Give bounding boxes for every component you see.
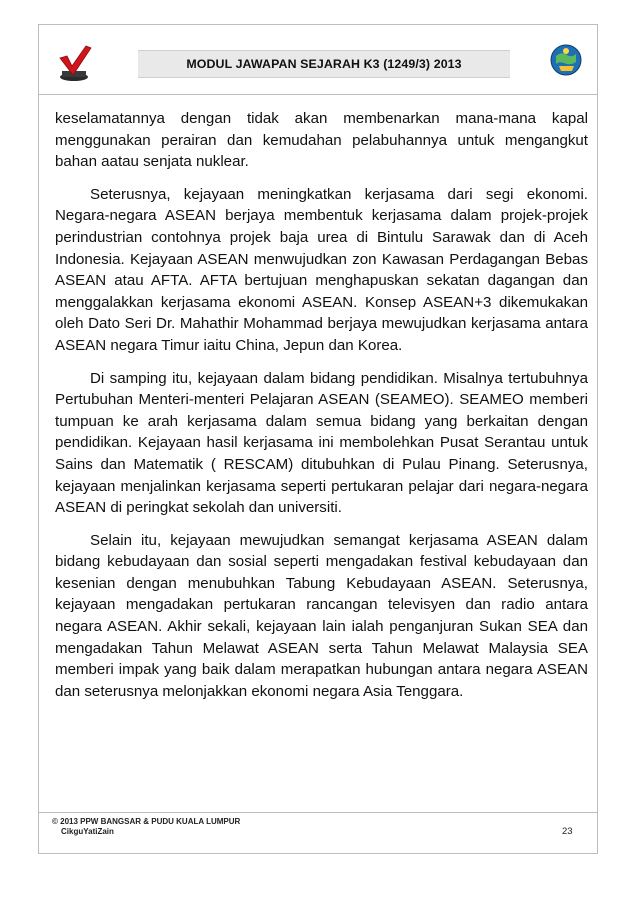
footer-divider: [38, 812, 598, 813]
header-divider: [38, 94, 598, 95]
page-title: MODUL JAWAPAN SEJARAH K3 (1249/3) 2013: [138, 50, 510, 78]
document-body: [55, 108, 588, 702]
footer-copyright: © 2013 PPW BANGSAR & PUDU KUALA LUMPUR: [52, 817, 241, 826]
footer-author: CikguYatiZain: [61, 827, 114, 836]
paragraph-culture: Selain itu, kejayaan mewujudkan semangat kerjasama ASEAN dalam bidang kebudayaan dan sosial seperti mengadakan festival kebudayaan dan kesenian dengan menubuhkan Tabung Kebudayaan ASEAN. Seterusnya, kejayaan mengadakan pertukaran rancangan televisyen dan radio antara negara ASEAN. Akhir sekali, kejayaan lain ialah penganjuran Sukan SEA dan mengadakan Tahun Melawat ASEAN serta Tahun Melawat Malaysia SEA memberi impak yang baik dalam merapatkan hubungan antara negara ASEAN dan seterusnya melonjakkan ekonomi negara Asia Tenggara.: [55, 531, 588, 700]
paragraph-continuation: keselamatannya dengan tidak akan membenarkan mana-mana kapal menggunakan perairan dan kemudahan pelabuhannya untuk mengangkut bahan aatau senjata nuklear.: [55, 110, 588, 171]
red-check-seal-icon: [56, 44, 92, 84]
paragraph-economy: Seterusnya, kejayaan meningkatkan kerjasama dari segi ekonomi. Negara-negara ASEAN berjaya membentuk kerjasama dalam projek-projek perindustrian contohnya projek baja urea di Bintulu Sarawak dan di Aceh Indonesia. Kejayaan ASEAN menwujudkan zon Kawasan Perdagangan Bebas ASEAN atau AFTA. AFTA bertujuan menghapuskan sekatan dagangan dan menggalakkan kerjasama ekonomi ASEAN. Konsep ASEAN+3 dikemukakan oleh Dato Seri Dr. Mahathir Mohammad berjaya mewujudkan kerjasama antara ASEAN negara Timur iaitu China, Jepun dan Korea.: [55, 185, 588, 354]
page-number: 23: [562, 826, 573, 837]
paragraph-education: Di samping itu, kejayaan dalam bidang pendidikan. Misalnya tertubuhnya Pertubuhan Menteri-menteri Pelajaran ASEAN (SEAMEO). SEAMEO memberi tumpuan ke arah kerjasama dalam semua bidang yang berkaitan dengan pendidikan. Kejayaan hasil kerjasama ini membolehkan Pusat Serantau untuk Sains dan Matematik ( RESCAM) ditubuhkan di Pulau Pinang. Seterusnya, kejayaan menjalinkan kerjasama seperti pertukaran pelajar dari negara-negara ASEAN di peringkat sekolah dan universiti.: [55, 369, 588, 517]
globe-emblem-icon: [548, 42, 584, 78]
footer-credit: [52, 817, 240, 837]
